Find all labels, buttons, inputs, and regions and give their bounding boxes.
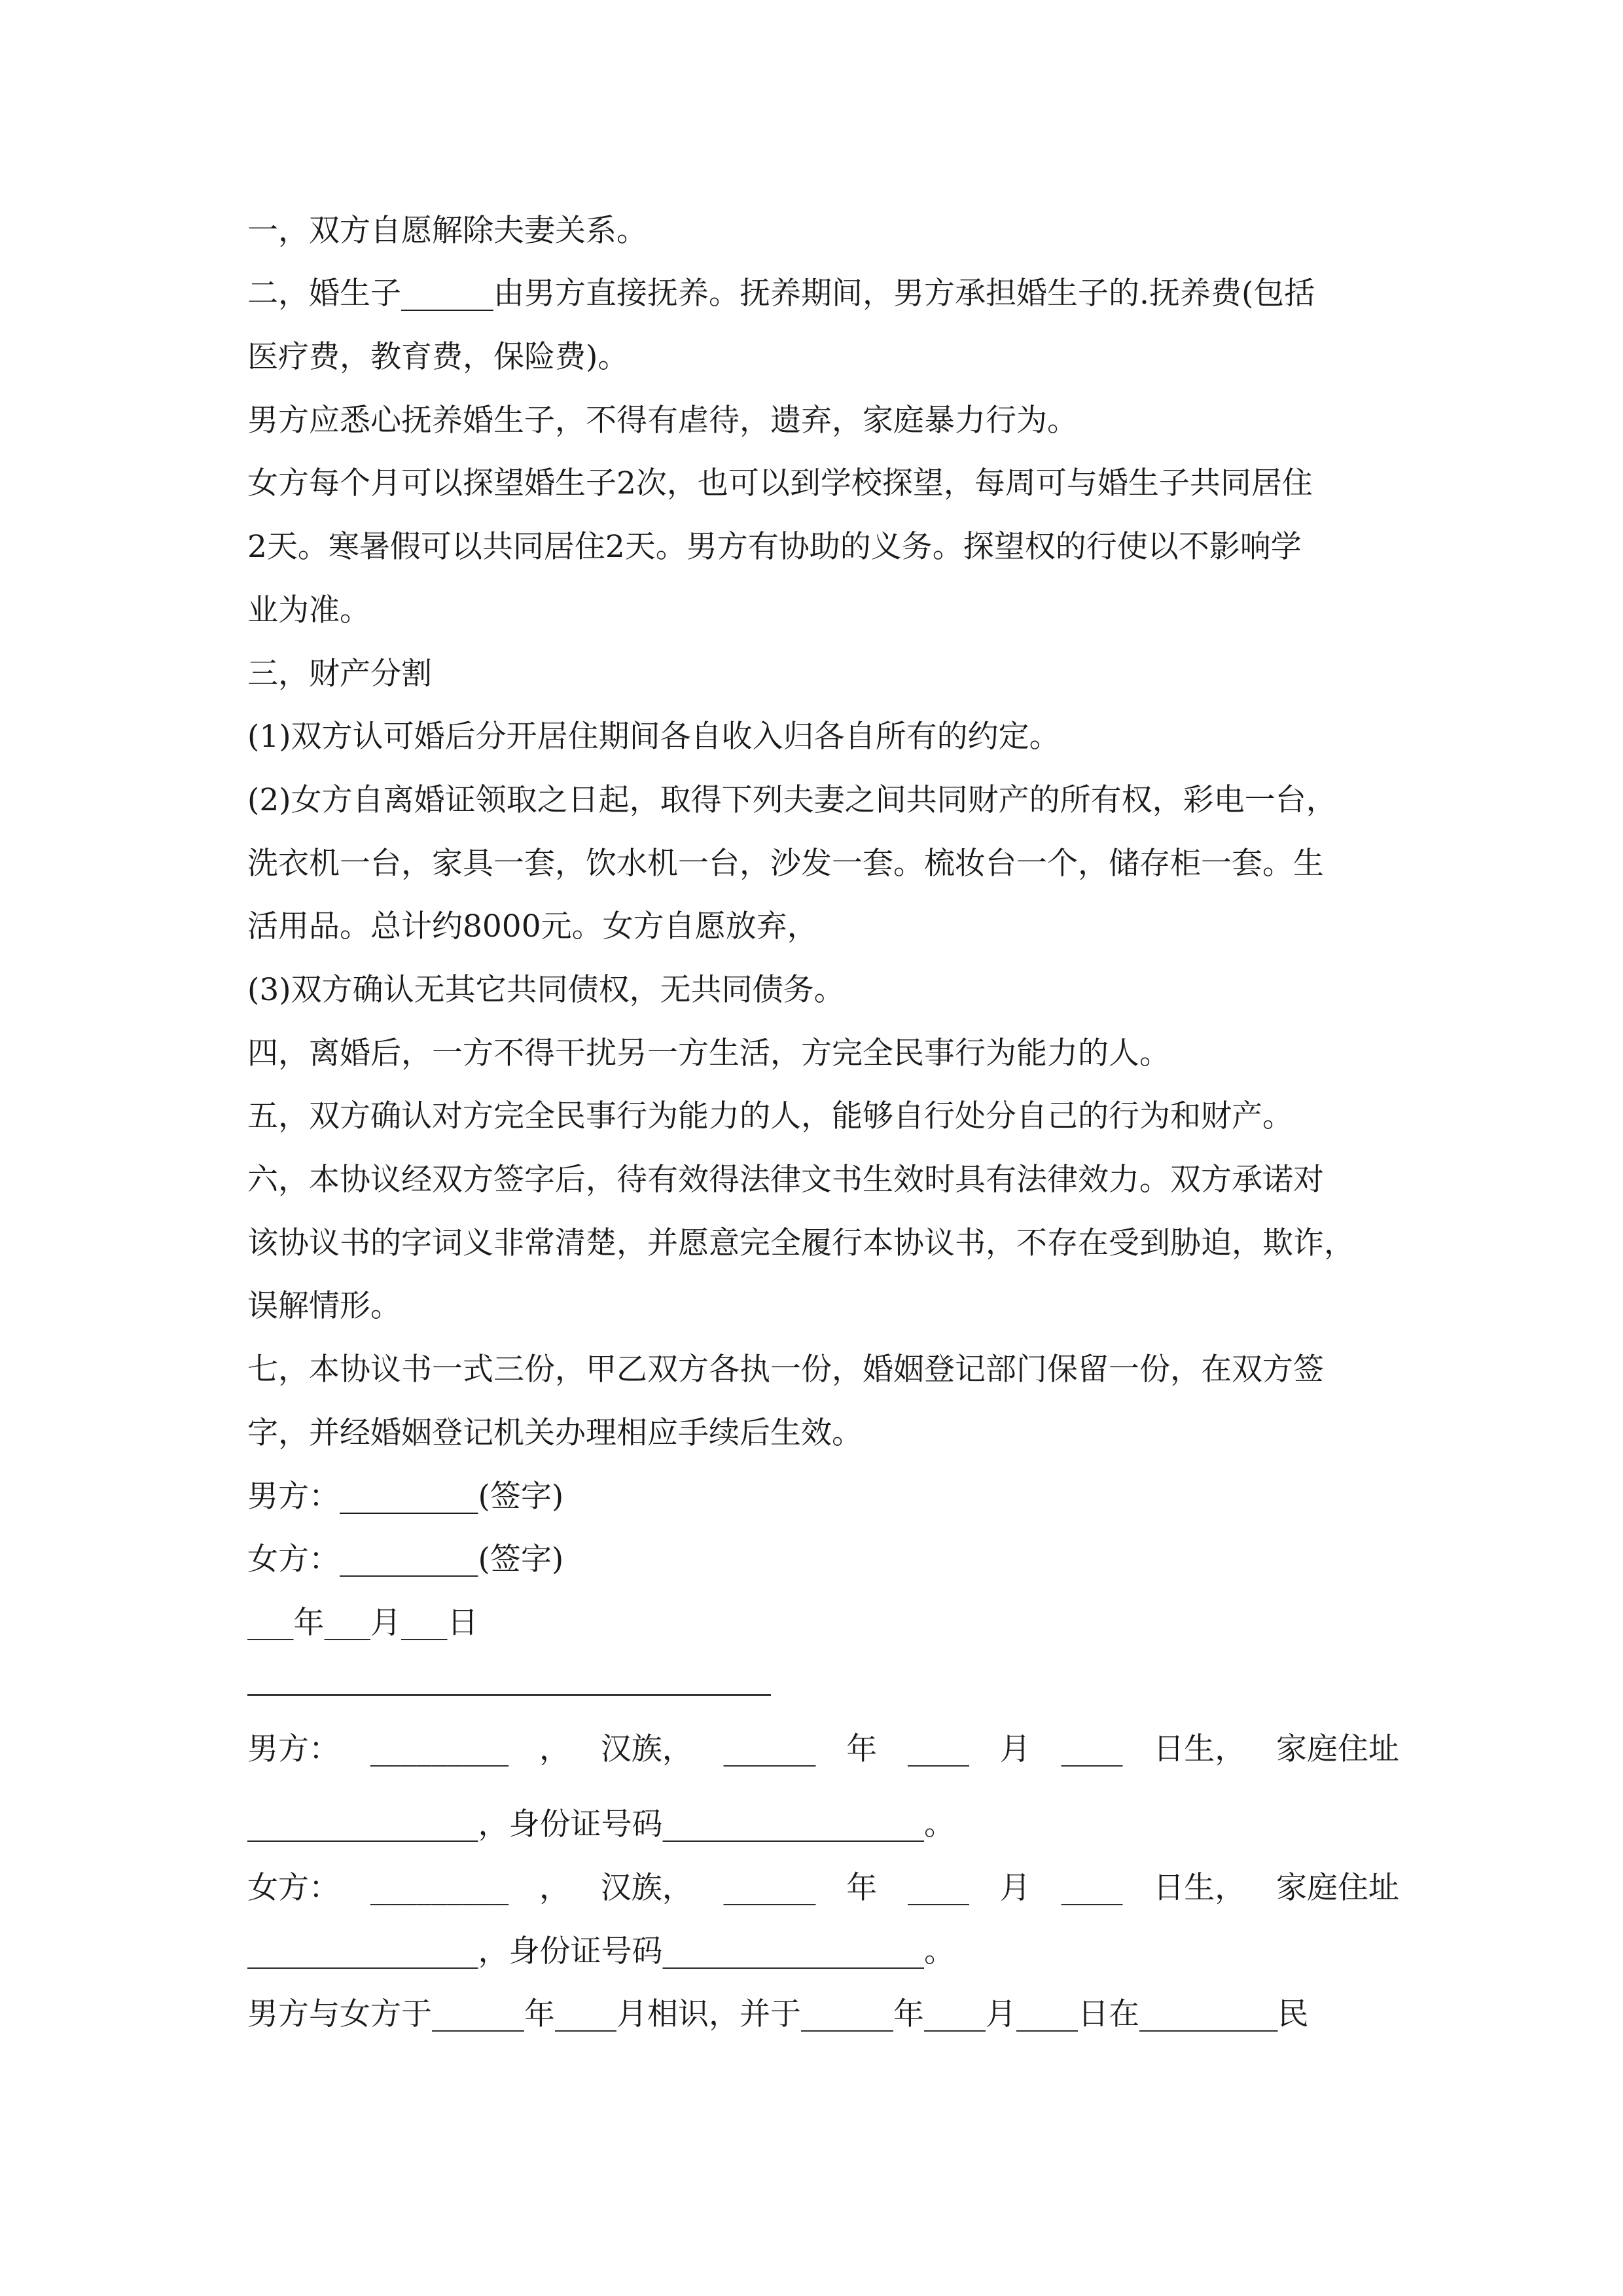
man-info-part: 家庭住址: [1276, 1731, 1399, 1767]
clause-2-line-1: 二，婚生子______由男方直接抚养。抚养期间，男方承担婚生子的.抚养费(包括: [247, 276, 1315, 312]
woman-signature-line: 女方：_________(签字): [247, 1541, 564, 1577]
man-info-part: 男方：: [247, 1731, 340, 1767]
man-info-part: 日生，: [1153, 1731, 1246, 1767]
woman-info-line-1: [247, 1869, 1399, 1908]
man-info-line-2: _______________，身份证号码_________________。: [247, 1806, 955, 1842]
clause-4: 四，离婚后，一方不得干扰另一方生活，方完全民事行为能力的人。: [247, 1035, 1170, 1071]
clause-6-line-1: 六，本协议经双方签字后，待有效得法律文书生效时具有法律效力。双方承诺对: [247, 1162, 1324, 1198]
woman-info-part: 日生，: [1153, 1870, 1246, 1906]
clause-1: 一，双方自愿解除夫妻关系。: [247, 213, 647, 249]
woman-info-line-2: _______________，身份证号码_________________。: [247, 1933, 955, 1969]
clause-3-item-2-line-2: 洗衣机一台，家具一套，饮水机一台，沙发一套。梳妆台一个，储存柜一套。生: [247, 846, 1324, 882]
woman-info-part: _________: [370, 1870, 509, 1906]
clause-3-item-2-line-1: (2)女方自离婚证领取之日起，取得下列夫妻之间共同财产的所有权，彩电一台，: [247, 782, 1337, 818]
clause-5: 五，双方确认对方完全民事行为能力的人，能够自行处分自己的行为和财产。: [247, 1098, 1293, 1134]
woman-info-part: 汉族，: [600, 1870, 693, 1906]
woman-info-part: 月: [999, 1870, 1031, 1906]
man-info-part: ，: [539, 1731, 570, 1767]
clause-7-line-1: 七，本协议书一式三份，甲乙双方各执一份，婚姻登记部门保留一份，在双方签: [247, 1352, 1324, 1388]
man-signature-line: 男方：_________(签字): [247, 1479, 564, 1515]
clause-2-line-2: 医疗费，教育费，保险费)。: [247, 339, 629, 375]
clause-6-line-3: 误解情形。: [247, 1288, 401, 1324]
clause-2-para-3-line-2: 2天。寒暑假可以共同居住2天。男方有协助的义务。探望权的行使以不影响学: [247, 529, 1302, 565]
acquaintance-line: 男方与女方于______年____月相识，并于______年____月____日在_________民: [247, 1996, 1309, 2032]
man-info-line-1: [247, 1730, 1399, 1769]
woman-info-part: 女方：: [247, 1870, 340, 1906]
woman-info-part: ____: [908, 1870, 969, 1906]
woman-info-part: ______: [723, 1870, 816, 1906]
man-info-part: 年: [846, 1731, 878, 1767]
man-info-part: _________: [370, 1731, 509, 1767]
date-line: ___年___月___日: [247, 1605, 478, 1641]
man-info-part: ____: [1061, 1731, 1123, 1767]
man-info-part: ____: [908, 1731, 969, 1767]
woman-info-part: 家庭住址: [1276, 1870, 1399, 1906]
woman-info-part: ____: [1061, 1870, 1123, 1906]
clause-6-line-2: 该协议书的字词义非常清楚，并愿意完全履行本协议书，不存在受到胁迫，欺诈，: [247, 1225, 1355, 1261]
clause-2-para-3-line-3: 业为准。: [247, 592, 370, 628]
clause-3-item-3: (3)双方确认无其它共同债权，无共同债务。: [247, 972, 845, 1008]
clause-2-para-2: 男方应悉心抚养婚生子，不得有虐待，遗弃，家庭暴力行为。: [247, 403, 1078, 439]
clause-3-heading: 三，财产分割: [247, 656, 432, 692]
clause-7-line-2: 字，并经婚姻登记机关办理相应手续后生效。: [247, 1415, 863, 1451]
man-info-part: 汉族，: [600, 1731, 693, 1767]
clause-3-item-1: (1)双方认可婚后分开居住期间各自收入归各自所有的约定。: [247, 719, 1060, 755]
separator-rule: [247, 1694, 771, 1696]
woman-info-part: ，: [539, 1870, 570, 1906]
man-info-part: 月: [999, 1731, 1031, 1767]
clause-3-item-2-line-3: 活用品。总计约8000元。女方自愿放弃，: [247, 908, 818, 944]
man-info-part: ______: [723, 1731, 816, 1767]
clause-2-para-3-line-1: 女方每个月可以探望婚生子2次，也可以到学校探望，每周可与婚生子共同居住: [247, 465, 1313, 501]
woman-info-part: 年: [846, 1870, 878, 1906]
